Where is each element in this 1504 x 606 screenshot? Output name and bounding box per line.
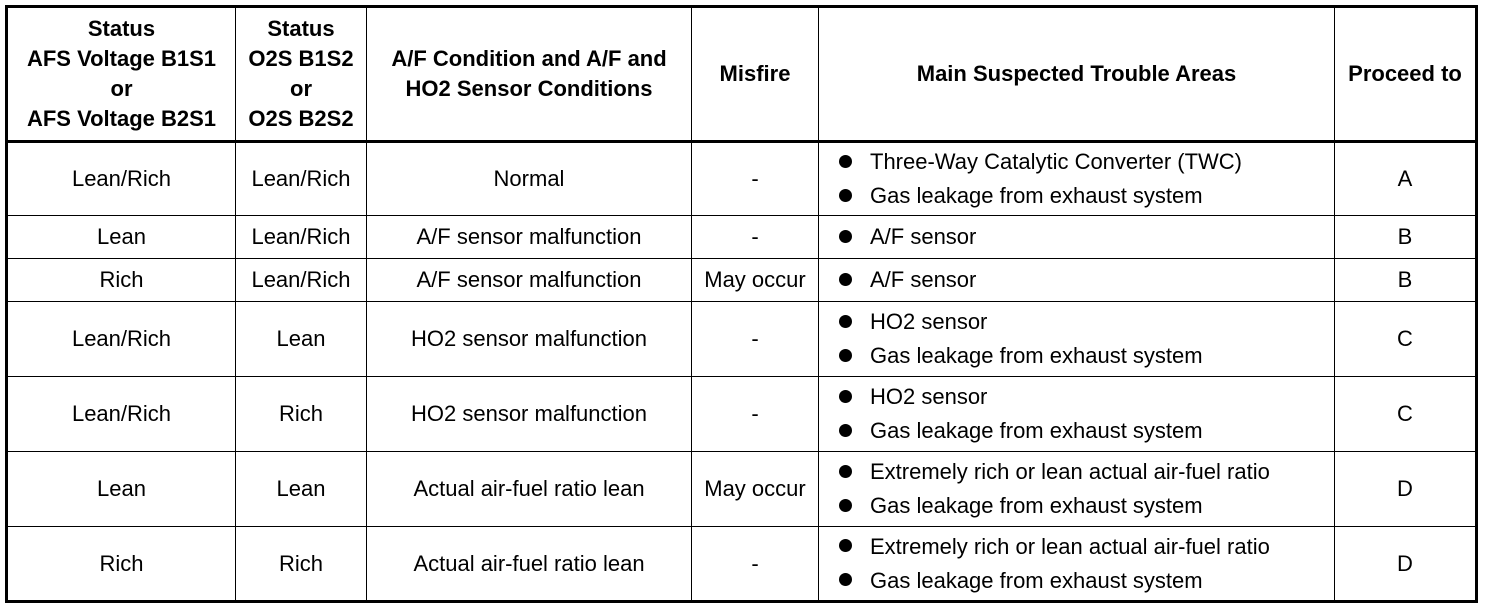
afs-status-cell: Lean/Rich (7, 302, 236, 377)
proceed-cell: B (1335, 216, 1477, 259)
bullet-icon (839, 424, 852, 437)
misfire-cell: - (692, 377, 819, 452)
area-text: Extremely rich or lean actual air-fuel ratio (870, 533, 1270, 559)
area-text: HO2 sensor (870, 384, 988, 409)
area-item (839, 263, 1331, 297)
area-text: Gas leakage from exhaust system (870, 418, 1203, 443)
header-text: O2S B1S2 (248, 46, 354, 71)
table-row (7, 527, 1477, 602)
o2s-status-cell: Lean (236, 302, 367, 377)
o2s-status-cell: Lean/Rich (236, 259, 367, 302)
o2s-status-cell: Lean (236, 452, 367, 527)
area-text: Three-Way Catalytic Converter (TWC) (870, 149, 1243, 174)
table-row (7, 377, 1477, 452)
header-afs-status (7, 7, 236, 142)
area-text: A/F sensor (870, 267, 977, 292)
area-item (839, 564, 1331, 598)
bullet-icon (839, 273, 852, 286)
diagnosis-table (5, 5, 1478, 603)
header-text: HO2 Sensor Conditions (405, 76, 653, 101)
trouble-areas-cell (819, 452, 1335, 527)
header-text: AFS Voltage B2S1 (26, 106, 217, 131)
header-text: Status (87, 16, 156, 41)
proceed-cell: A (1335, 142, 1477, 216)
header-misfire (692, 7, 819, 142)
misfire-cell: - (692, 142, 819, 216)
condition-cell: Actual air-fuel ratio lean (367, 527, 692, 602)
proceed-cell: D (1335, 452, 1477, 527)
area-text: A/F sensor (870, 224, 977, 249)
bullet-icon (839, 230, 852, 243)
area-item (839, 220, 1331, 254)
area-text: Gas leakage from exhaust system (870, 567, 1203, 593)
header-text: Misfire (719, 61, 791, 86)
header-trouble-areas (819, 7, 1335, 142)
misfire-cell: May occur (692, 259, 819, 302)
area-item (839, 305, 1331, 339)
trouble-areas-cell (819, 142, 1335, 216)
area-item (839, 145, 1331, 179)
condition-cell: HO2 sensor malfunction (367, 302, 692, 377)
bullet-icon (839, 315, 852, 328)
afs-status-cell: Lean (7, 452, 236, 527)
o2s-status-cell: Rich (236, 527, 367, 602)
table-row (7, 142, 1477, 216)
afs-status-cell: Lean/Rich (7, 377, 236, 452)
table-row (7, 216, 1477, 259)
misfire-cell: - (692, 527, 819, 602)
area-text: HO2 sensor (870, 309, 988, 334)
header-proceed-to (1335, 7, 1477, 142)
table-row (7, 452, 1477, 527)
area-text: Gas leakage from exhaust system (870, 183, 1203, 208)
misfire-cell: - (692, 216, 819, 259)
misfire-cell: - (692, 302, 819, 377)
proceed-cell: C (1335, 377, 1477, 452)
condition-cell: Normal (367, 142, 692, 216)
header-text: or (290, 76, 312, 101)
header-text: AFS Voltage B1S1 (26, 46, 217, 71)
o2s-status-cell: Lean/Rich (236, 216, 367, 259)
area-item (839, 489, 1331, 523)
header-text: Proceed to (1348, 61, 1462, 86)
area-item (839, 179, 1331, 213)
condition-cell: Actual air-fuel ratio lean (367, 452, 692, 527)
condition-cell: HO2 sensor malfunction (367, 377, 692, 452)
table-row (7, 302, 1477, 377)
trouble-areas-cell (819, 259, 1335, 302)
proceed-cell: D (1335, 527, 1477, 602)
afs-status-cell: Lean/Rich (7, 142, 236, 216)
trouble-areas-cell (819, 377, 1335, 452)
table-row (7, 259, 1477, 302)
header-text: O2S B2S2 (248, 106, 354, 131)
trouble-areas-cell (819, 216, 1335, 259)
bullet-icon (839, 499, 852, 512)
bullet-icon (839, 189, 852, 202)
misfire-cell: May occur (692, 452, 819, 527)
area-item (839, 455, 1331, 489)
header-text: A/F Condition and A/F and (391, 46, 667, 71)
area-item (839, 380, 1331, 414)
table-body (7, 142, 1477, 602)
o2s-status-cell: Rich (236, 377, 367, 452)
trouble-areas-cell (819, 302, 1335, 377)
header-text: or (110, 76, 133, 101)
proceed-cell: C (1335, 302, 1477, 377)
header-o2s-status (236, 7, 367, 142)
header-text: Status (267, 16, 335, 41)
area-item (839, 530, 1331, 564)
bullet-icon (839, 155, 852, 168)
afs-status-cell: Rich (7, 259, 236, 302)
afs-status-cell: Lean (7, 216, 236, 259)
trouble-areas-cell (819, 527, 1335, 602)
condition-cell: A/F sensor malfunction (367, 216, 692, 259)
area-item (839, 414, 1331, 448)
header-condition (367, 7, 692, 142)
bullet-icon (839, 465, 852, 478)
bullet-icon (839, 539, 852, 552)
o2s-status-cell: Lean/Rich (236, 142, 367, 216)
table-header (7, 7, 1477, 142)
area-item (839, 339, 1331, 373)
area-text: Gas leakage from exhaust system (870, 343, 1203, 368)
area-text: Gas leakage from exhaust system (870, 493, 1203, 518)
bullet-icon (839, 573, 852, 586)
bullet-icon (839, 390, 852, 403)
condition-cell: A/F sensor malfunction (367, 259, 692, 302)
header-row (7, 7, 1477, 142)
header-text: Main Suspected Trouble Areas (916, 61, 1237, 86)
afs-status-cell: Rich (7, 527, 236, 602)
proceed-cell: B (1335, 259, 1477, 302)
bullet-icon (839, 349, 852, 362)
area-text: Extremely rich or lean actual air-fuel ratio (870, 459, 1270, 484)
